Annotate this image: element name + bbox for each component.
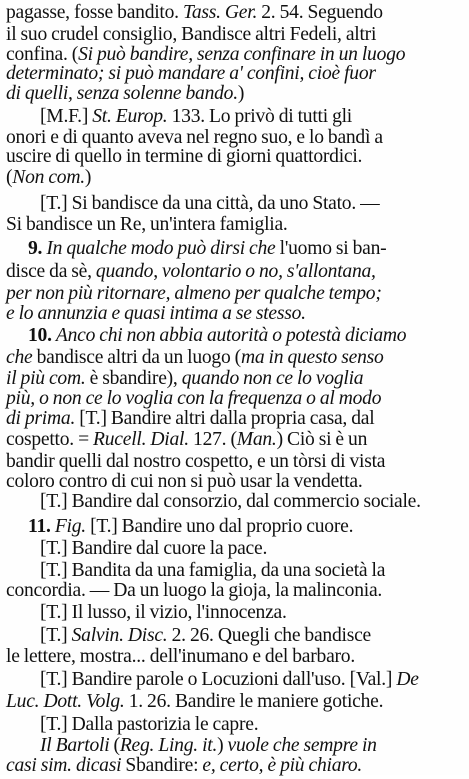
text-run: (	[109, 735, 120, 756]
italic-text: quando	[95, 261, 154, 282]
italic-text: di quelli, senza solenne bando.	[6, 83, 238, 104]
italic-text: Reg. Ling. it.	[119, 735, 218, 756]
text-run: Si bandisce un Re, un'intera famiglia.	[6, 214, 288, 235]
italic-text: quando non ce lo voglia	[181, 368, 364, 389]
italic-text: In qualche modo può dirsi che	[46, 238, 276, 259]
italic-text: Luc. Dott. Volg.	[6, 691, 125, 712]
italic-text: il più com.	[6, 368, 86, 389]
text-run: [T.] Il lusso, il vizio, l'innocenza.	[40, 602, 287, 623]
text-run: )	[217, 735, 228, 756]
text-run: [T.] Bandire dal cuore la pace.	[40, 538, 268, 559]
italic-text: Il Bartoli	[40, 735, 110, 756]
text-run: è sbandire),	[85, 368, 182, 389]
italic-text: volontario o no, s'allontana,	[162, 261, 376, 282]
italic-text: più, o non ce lo voglia con la frequenza o al modo	[6, 388, 382, 409]
italic-text: Non com.	[12, 167, 85, 188]
text-run: disce da sè,	[6, 261, 96, 282]
text-run: concordia. — Da un luogo la gioja, la malinconia.	[6, 580, 383, 601]
section-number: 11.	[28, 516, 55, 537]
text-run: confina. (	[6, 44, 79, 65]
text-run: [T.] Bandita da una famiglia, da una società la	[40, 560, 386, 581]
text-run: [T.] Bandire altri dalla propria casa, dal	[75, 408, 375, 429]
text-run: pagasse, fosse bandito.	[6, 2, 183, 23]
text-run: [T.] Bandire uno dal proprio cuore.	[85, 516, 354, 537]
italic-text: Fig.	[54, 516, 86, 537]
text-run: ,	[153, 261, 162, 282]
italic-text: che	[6, 347, 33, 368]
italic-text: Salvin. Disc.	[71, 625, 168, 646]
text-run: Sbandire:	[121, 755, 203, 776]
italic-text: Tass. Ger.	[182, 2, 258, 23]
italic-text: di prima.	[6, 408, 76, 429]
text-run: [T.] Bandire dal consorzio, dal commercio sociale.	[40, 491, 421, 512]
text-run: )	[84, 167, 92, 188]
italic-text: Si può bandire, senza confinare in un luogo	[78, 44, 406, 65]
text-run: 127. (	[188, 429, 237, 450]
text-run: bandisce altri da un luogo (	[32, 347, 241, 368]
italic-text: casi sim. dicasi	[6, 755, 122, 776]
text-run: onori e di quanto aveva nel regno suo, e lo bandì a	[6, 127, 383, 148]
text-run: [T.] Si bandisce da una città, da uno Stato. —	[40, 193, 380, 214]
italic-text: per non più ritornare, almeno per qualche tempo;	[6, 283, 382, 304]
italic-text: ma in questo senso	[240, 347, 384, 368]
italic-text: St. Europ.	[92, 106, 168, 127]
italic-text: determinato; si può mandare a' confini, cioè fuor	[6, 63, 376, 84]
text-run: 2. 54. Seguendo	[257, 2, 383, 23]
italic-text: Man.	[236, 429, 277, 450]
text-run: 1. 26. Bandire le maniere gotiche.	[124, 691, 384, 712]
text-run: cospetto. =	[6, 429, 94, 450]
text-run: )	[237, 83, 245, 104]
text-run: coloro contro di cui non si può usar la vendetta.	[6, 471, 363, 492]
text-run: il suo crudel consiglio, Bandisce altri Fedeli, altri	[6, 24, 377, 45]
text-line	[6, 753, 362, 779]
italic-text: Rucell. Dial.	[93, 429, 189, 450]
text-run: [T.] Dalla pastorizia le capre.	[40, 714, 259, 735]
section-number: 10.	[28, 325, 56, 346]
text-run: 133. Lo privò di tutti gli	[167, 106, 353, 127]
text-line	[6, 212, 288, 238]
italic-text: e, certo, è più chiaro.	[202, 755, 363, 776]
text-run: uscire di quello in termine di giorni quattordici.	[6, 146, 363, 167]
text-line	[40, 489, 421, 515]
italic-text: e lo annunzia e quasi intima a se stesso.	[6, 303, 306, 324]
text-line	[6, 165, 91, 191]
text-run: l'uomo si ban-	[275, 238, 387, 259]
text-run: le lettere, mostra... dell'inumano e del barbaro.	[6, 646, 355, 667]
italic-text: De	[396, 669, 419, 690]
italic-text: vuole che sempre in	[227, 735, 377, 756]
text-run: (	[6, 167, 13, 188]
text-run: 2. 26. Quegli che bandisce	[167, 625, 371, 646]
text-run: [T.] Bandire parole o Locuzioni dall'uso. [Val.]	[40, 669, 397, 690]
text-run: [M.F.]	[40, 106, 93, 127]
text-run: ) Ciò si è un	[276, 429, 368, 450]
text-run: bandir quelli dal nostro cospetto, e un tòrsi di vista	[6, 451, 386, 472]
section-number: 9.	[28, 238, 47, 259]
text-run: [T.]	[40, 625, 72, 646]
italic-text: Anco chi non abbia autorità o potestà diciamo	[55, 325, 407, 346]
